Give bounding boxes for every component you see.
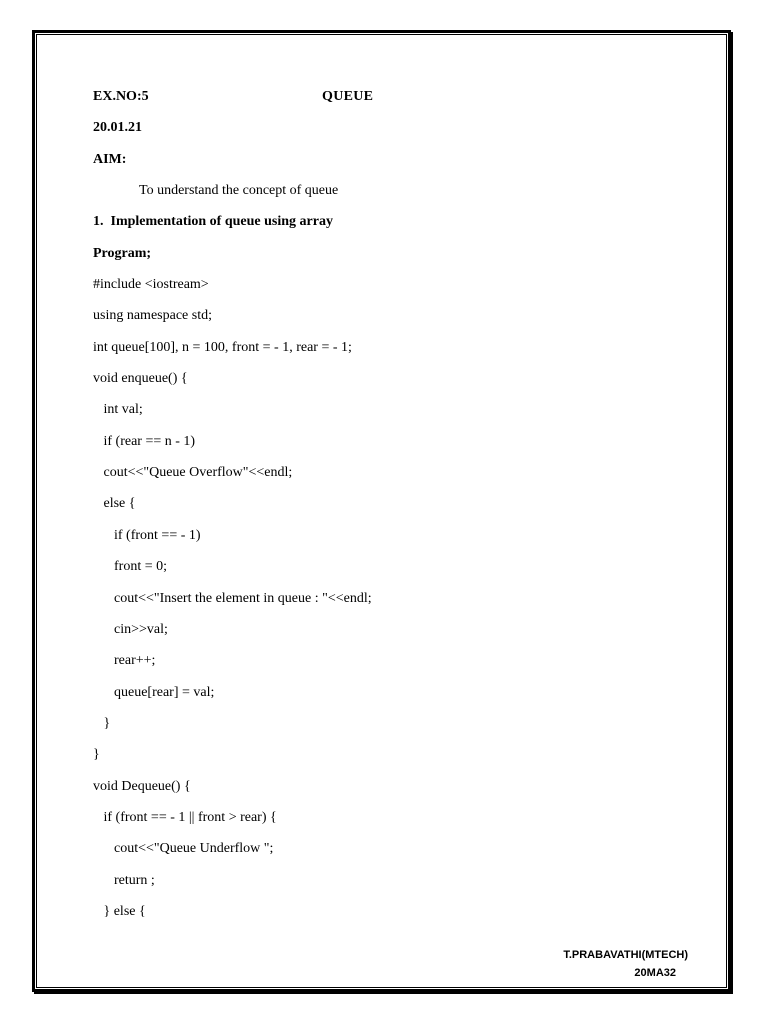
code-line: return ;: [93, 872, 155, 888]
code-line: if (rear == n - 1): [93, 433, 196, 449]
code-line: cin>>val;: [93, 621, 168, 637]
code-line: cout<<"Insert the element in queue : "<<endl;: [93, 590, 372, 606]
code-line: front = 0;: [93, 559, 167, 575]
code-line: if (front == - 1 || front > rear) {: [93, 809, 277, 825]
program-label: Program;: [93, 246, 152, 261]
section-heading: 1. Implementation of queue using array: [93, 214, 333, 229]
code-line: #include <iostream>: [93, 277, 209, 292]
code-line: cout<<"Queue Overflow"<<endl;: [93, 465, 293, 481]
code-line: else {: [93, 496, 136, 512]
footer-author: T.PRABAVATHI(MTECH): [563, 949, 688, 961]
date: 20.01.21: [93, 120, 142, 135]
code-line: int queue[100], n = 100, front = - 1, rear = - 1;: [93, 339, 352, 355]
code-line: cout<<"Queue Underflow ";: [93, 841, 274, 857]
code-line: if (front == - 1): [93, 527, 201, 543]
code-line: }: [93, 715, 111, 731]
code-line: int val;: [93, 402, 143, 418]
code-line: rear++;: [93, 653, 156, 669]
code-line: } else {: [93, 904, 146, 919]
footer-roll-number: 20MA32: [634, 967, 676, 979]
code-line: queue[rear] = val;: [93, 684, 215, 700]
code-line: using namespace std;: [93, 308, 212, 324]
page-title: QUEUE: [322, 89, 374, 104]
aim-label: AIM:: [93, 152, 127, 167]
code-line: void Dequeue() {: [93, 778, 191, 794]
exercise-number: EX.NO:5: [93, 89, 149, 104]
code-line: }: [93, 747, 100, 763]
code-line: void enqueue() {: [93, 371, 188, 387]
aim-text: To understand the concept of queue: [139, 183, 339, 198]
